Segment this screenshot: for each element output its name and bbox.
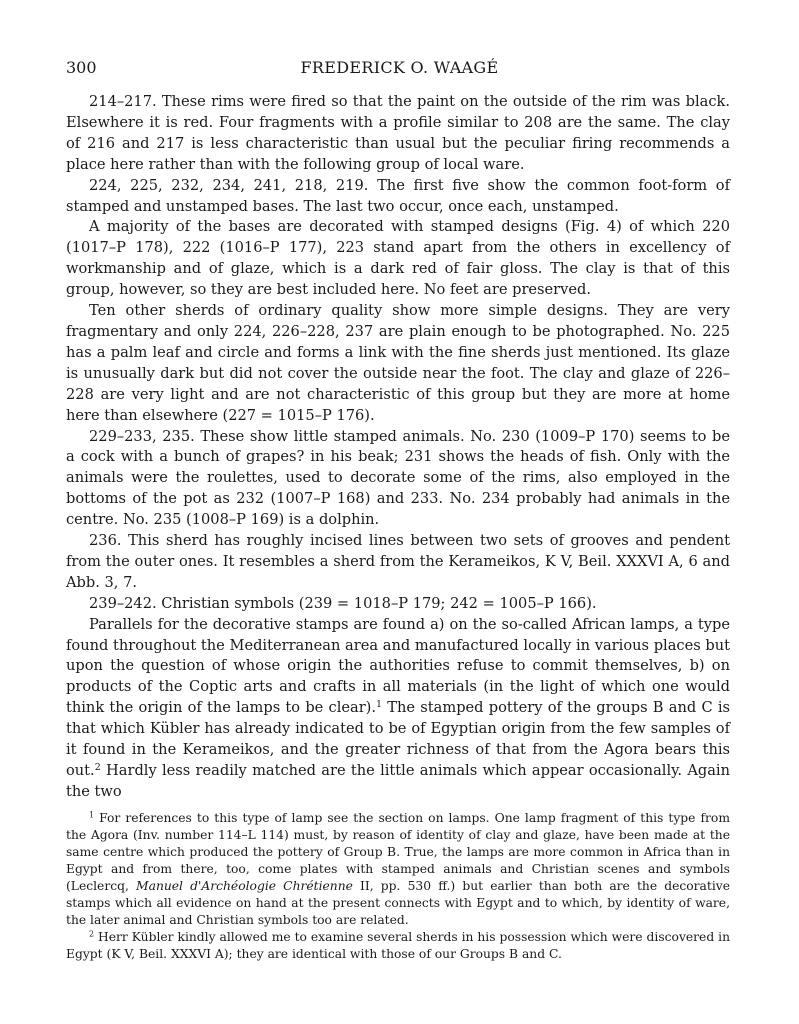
footnote xyxy=(66,810,730,929)
page-number: 300 xyxy=(66,58,97,77)
paragraph: 224, 225, 232, 234, 241, 218, 219. The first five show the common foot-form of stamped and unstamped bases. The last two occur, once each, unstamped. xyxy=(66,176,730,215)
footnote-ref: 1 xyxy=(376,699,383,711)
body-text xyxy=(66,92,730,803)
paragraph-text: Hardly less readily matched are the little animals which appear occasionally. Again the two xyxy=(66,762,730,800)
footnote-text: For references to this type of lamp see the section on lamps. One lamp fragment of this type from the Agora (Inv. number 114–L 114) must, by reason of identity of clay and glaze, have been made at the same centre which produced the pottery of Group B. True, the lamps are more common in Africa than in Egypt and from there, too, come plates with stamped animals and Christian scenes and symbols (Leclercq, xyxy=(66,811,730,893)
footnote-mark: 2 xyxy=(89,929,95,939)
paragraph: 239–242. Christian symbols (239 = 1018–P 179; 242 = 1005–P 166). xyxy=(89,594,597,612)
page-header xyxy=(66,58,733,80)
footnote xyxy=(66,929,730,963)
paragraph: Ten other sherds of ordinary quality show more simple designs. They are very fragmentary and only 224, 226–228, 237 are plain enough to be photographed. No. 225 has a palm leaf and circle and forms a link with the fine sherds just mentioned. Its glaze is unusually dark but did not cover the outside near the foot. The clay and glaze of 226–228 are very light and are not characteristic of this group but they are more at home here than elsewhere (227 = 1015–P 176). xyxy=(66,302,730,424)
footnote-italic-title: Manuel d'Archéologie Chrétienne xyxy=(136,879,353,893)
footnote-text: Herr Kübler kindly allowed me to examine several sherds in his possession which were discovered in Egypt (K V, Beil. XXXVI A); they are identical with those of our Groups B and C. xyxy=(66,930,730,961)
footnotes xyxy=(66,810,730,963)
footnote-mark: 1 xyxy=(89,810,95,820)
paragraph: A majority of the bases are decorated with stamped designs (Fig. 4) of which 220 (1017–P 178), 222 (1016–P 177), 223 stand apart from the others in excellency of workmanship and of glaze, which is a dark red of fair gloss. The clay is that of this group, however, so they are best included here. No feet are preserved. xyxy=(66,218,730,299)
running-head: FREDERICK O. WAAGÉ xyxy=(300,58,499,77)
paragraph-text: The stamped pottery of the groups B and C is that which Kübler has already indicated to be of Egyptian origin from the few samples of it found in the Kerameikos, and the greater richness of that from the Agora bears this out. xyxy=(66,699,730,779)
paragraph: 236. This sherd has roughly incised lines between two sets of grooves and pendent from the outer ones. It resembles a sherd from the Kerameikos, K V, Beil. XXXVI A, 6 and Abb. 3, 7. xyxy=(66,532,730,591)
paragraph xyxy=(66,615,730,803)
paragraph: 229–233, 235. These show little stamped animals. No. 230 (1009–P 170) seems to be a cock with a bunch of grapes? in his beak; 231 shows the heads of fish. Only with the animals were the roulettes, used to decorate some of the rims, also employed in the bottoms of the pot as 232 (1007–P 168) and 233. No. 234 probably had animals in the centre. No. 235 (1008–P 169) is a dolphin. xyxy=(66,427,730,529)
footnote-text: II, pp. 530 ff.) but earlier than both are the decorative stamps which all evidence on hand at the present connects with Egypt and to which, by identity of ware, the later animal and Christian symbols too are related. xyxy=(66,879,730,927)
paragraph-text: Parallels for the decorative stamps are found a) on the so-called African lamps, a type found throughout the Mediterranean area and manufactured locally in various places but upon the question of whose origin the authorities refuse to commit themselves, b) on products of the Coptic arts and crafts in all materials (in the light of which one would think the origin of the lamps to be clear). xyxy=(66,615,730,717)
paragraph: 214–217. These rims were fired so that the paint on the outside of the rim was black. Elsewhere it is red. Four fragments with a profile similar to 208 are the same. The clay of 216 and 217 is less characteristic than usual but the peculiar firing recommends a place here rather than with the following group of local ware. xyxy=(66,93,730,173)
footnote-ref: 2 xyxy=(94,761,101,773)
